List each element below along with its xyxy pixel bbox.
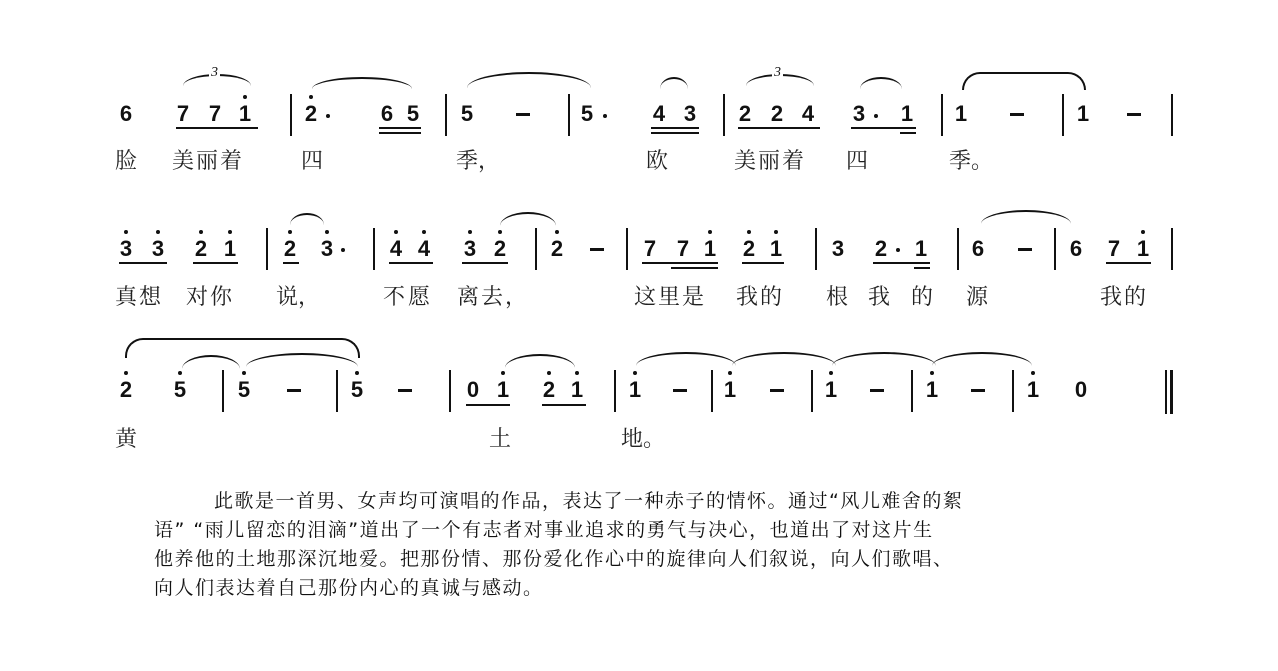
sixteenth-beam-1 bbox=[651, 127, 699, 129]
dash bbox=[971, 389, 985, 392]
note: 2 bbox=[738, 101, 752, 126]
octave-dot bbox=[178, 371, 182, 375]
note: 2 bbox=[874, 236, 888, 261]
lyric: 四 bbox=[301, 149, 324, 174]
octave-dot bbox=[228, 230, 232, 234]
octave-dot bbox=[774, 230, 778, 234]
note: 3 bbox=[831, 236, 845, 261]
octave-dot bbox=[498, 230, 502, 234]
lyric: 对你 bbox=[186, 285, 235, 310]
octave-dot bbox=[501, 371, 505, 375]
lyric: 的 bbox=[911, 285, 934, 310]
lyric: 不愿 bbox=[383, 285, 434, 310]
eighth-beam bbox=[389, 262, 433, 264]
barline bbox=[1171, 228, 1173, 270]
note: 2 bbox=[550, 236, 564, 261]
note: 1 bbox=[223, 236, 237, 261]
dash bbox=[673, 389, 687, 392]
lyric: 欧 bbox=[646, 149, 669, 174]
dash bbox=[398, 389, 412, 392]
dash bbox=[770, 389, 784, 392]
octave-dot bbox=[575, 371, 579, 375]
octave-dot bbox=[633, 371, 637, 375]
note: 6 bbox=[971, 236, 985, 261]
lyric: 我的 bbox=[1100, 285, 1149, 310]
dash bbox=[1127, 113, 1141, 116]
lyric: 黄 bbox=[115, 427, 138, 452]
dash bbox=[516, 113, 530, 116]
note: 2 bbox=[493, 236, 507, 261]
note: 1 bbox=[954, 101, 968, 126]
tie bbox=[732, 352, 836, 366]
lyric: 真想 bbox=[115, 285, 164, 310]
note: 6 bbox=[380, 101, 394, 126]
dash bbox=[1018, 248, 1032, 251]
barline bbox=[266, 228, 268, 270]
barline bbox=[811, 370, 813, 412]
note: 7 bbox=[176, 101, 190, 126]
note: 1 bbox=[723, 377, 737, 402]
eighth-beam bbox=[193, 262, 238, 264]
barline bbox=[815, 228, 817, 270]
octave-dot bbox=[156, 230, 160, 234]
note: 1 bbox=[496, 377, 510, 402]
note: 1 bbox=[238, 101, 252, 126]
note: 2 bbox=[304, 101, 318, 126]
eighth-beam bbox=[283, 262, 299, 264]
dash bbox=[287, 389, 301, 392]
tie bbox=[981, 210, 1071, 224]
eighth-beam bbox=[742, 262, 784, 264]
slur bbox=[860, 77, 902, 89]
sixteenth-beam-2 bbox=[914, 267, 930, 269]
dash bbox=[590, 248, 604, 251]
eighth-beam bbox=[1106, 262, 1151, 264]
octave-dot bbox=[199, 230, 203, 234]
eighth-beam bbox=[873, 262, 930, 264]
octave-dot bbox=[422, 230, 426, 234]
octave-dot bbox=[355, 371, 359, 375]
barline bbox=[568, 94, 570, 136]
note: 3 bbox=[151, 236, 165, 261]
lyric: 季。 bbox=[949, 149, 994, 174]
tie bbox=[832, 352, 936, 366]
note: 4 bbox=[417, 236, 431, 261]
eighth-beam bbox=[466, 404, 510, 406]
octave-dot bbox=[394, 230, 398, 234]
tie bbox=[467, 72, 591, 88]
note: 1 bbox=[703, 236, 717, 261]
note: 5 bbox=[237, 377, 251, 402]
eighth-beam bbox=[851, 127, 916, 129]
barline bbox=[723, 94, 725, 136]
octave-dot bbox=[124, 230, 128, 234]
sixteenth-beam-2 bbox=[900, 132, 916, 134]
augmentation-dot bbox=[326, 114, 330, 118]
augmentation-dot bbox=[603, 114, 607, 118]
note: 5 bbox=[173, 377, 187, 402]
eighth-beam bbox=[119, 262, 167, 264]
eighth-beam bbox=[542, 404, 586, 406]
note: 1 bbox=[925, 377, 939, 402]
barline bbox=[626, 228, 628, 270]
lyric: 美丽着 bbox=[172, 149, 245, 174]
augmentation-dot bbox=[874, 114, 878, 118]
sixteenth-beam-2 bbox=[379, 132, 421, 134]
note: 5 bbox=[460, 101, 474, 126]
octave-dot bbox=[728, 371, 732, 375]
slur bbox=[312, 77, 412, 89]
description-line-1: 此歌是一首男、女声均可演唱的作品，表达了一种赤子的情怀。通过“风儿难舍的絮 bbox=[214, 490, 964, 512]
octave-dot bbox=[555, 230, 559, 234]
lyric: 脸 bbox=[115, 149, 138, 174]
barline bbox=[941, 94, 943, 136]
barline bbox=[222, 370, 224, 412]
note: 4 bbox=[389, 236, 403, 261]
note: 7 bbox=[643, 236, 657, 261]
note: 5 bbox=[580, 101, 594, 126]
description-line-3: 他养他的土地那深沉地爱。把那份情、那份爱化作心中的旋律向人们叙说，向人们歌唱、 bbox=[154, 548, 954, 570]
octave-dot bbox=[243, 95, 247, 99]
barline bbox=[1171, 94, 1173, 136]
note: 2 bbox=[770, 101, 784, 126]
octave-dot bbox=[468, 230, 472, 234]
note: 3 bbox=[119, 236, 133, 261]
barline bbox=[957, 228, 959, 270]
octave-dot bbox=[708, 230, 712, 234]
note: 1 bbox=[1076, 101, 1090, 126]
lyric: 这里是 bbox=[634, 285, 707, 310]
octave-dot bbox=[829, 371, 833, 375]
tie bbox=[932, 352, 1032, 366]
note: 1 bbox=[914, 236, 928, 261]
barline bbox=[373, 228, 375, 270]
lyric: 我的 bbox=[736, 285, 785, 310]
barline bbox=[535, 228, 537, 270]
note: 2 bbox=[194, 236, 208, 261]
barline bbox=[614, 370, 616, 412]
eighth-beam bbox=[462, 262, 508, 264]
slur bbox=[290, 213, 324, 225]
note: 1 bbox=[900, 101, 914, 126]
note: 1 bbox=[1136, 236, 1150, 261]
barline bbox=[711, 370, 713, 412]
barline bbox=[1012, 370, 1014, 412]
barline bbox=[1054, 228, 1056, 270]
note: 1 bbox=[824, 377, 838, 402]
octave-dot bbox=[124, 371, 128, 375]
note: 1 bbox=[769, 236, 783, 261]
slur bbox=[505, 354, 575, 368]
lyric: 说， bbox=[276, 285, 321, 310]
octave-dot bbox=[1141, 230, 1145, 234]
lyric: 地。 bbox=[621, 427, 666, 452]
description-line-2: 语” “雨儿留恋的泪滴”道出了一个有志者对事业追求的勇气与决心，也道出了对这片生 bbox=[154, 519, 934, 541]
lyric: 土 bbox=[489, 427, 512, 452]
tie bbox=[500, 212, 556, 226]
barline bbox=[1062, 94, 1064, 136]
eighth-beam bbox=[642, 262, 718, 264]
barline bbox=[336, 370, 338, 412]
eighth-beam bbox=[176, 127, 258, 129]
tie bbox=[636, 352, 736, 366]
barline bbox=[290, 94, 292, 136]
lyric: 美丽着 bbox=[734, 149, 807, 174]
octave-dot bbox=[288, 230, 292, 234]
augmentation-dot bbox=[341, 248, 345, 252]
note: 3 bbox=[683, 101, 697, 126]
triplet-number: 3 bbox=[774, 65, 781, 80]
description-line-4: 向人们表达着自己那份内心的真诚与感动。 bbox=[154, 577, 544, 599]
note: 1 bbox=[570, 377, 584, 402]
note: 2 bbox=[119, 377, 133, 402]
sixteenth-beam-1 bbox=[379, 127, 421, 129]
sixteenth-beam-2 bbox=[651, 132, 699, 134]
sixteenth-beam-2 bbox=[671, 267, 718, 269]
triplet-number: 3 bbox=[211, 65, 218, 80]
note: 7 bbox=[676, 236, 690, 261]
lyric: 我 bbox=[868, 285, 891, 310]
lyric: 源 bbox=[966, 285, 989, 310]
note: 7 bbox=[208, 101, 222, 126]
slur bbox=[660, 77, 688, 89]
note: 5 bbox=[406, 101, 420, 126]
note: 3 bbox=[320, 236, 334, 261]
note: 7 bbox=[1107, 236, 1121, 261]
octave-dot bbox=[747, 230, 751, 234]
note: 0 bbox=[1074, 377, 1088, 402]
octave-dot bbox=[325, 230, 329, 234]
lyric: 离去， bbox=[457, 285, 530, 310]
note: 0 bbox=[466, 377, 480, 402]
note: 4 bbox=[652, 101, 666, 126]
dash bbox=[1010, 113, 1024, 116]
note: 4 bbox=[801, 101, 815, 126]
final-barline-thin bbox=[1165, 370, 1167, 414]
note: 2 bbox=[542, 377, 556, 402]
lyric: 根 bbox=[826, 285, 849, 310]
note: 2 bbox=[742, 236, 756, 261]
barline bbox=[449, 370, 451, 412]
final-barline-thick bbox=[1170, 370, 1173, 414]
eighth-beam bbox=[738, 127, 820, 129]
dash bbox=[870, 389, 884, 392]
lyric: 四 bbox=[846, 149, 869, 174]
note: 6 bbox=[119, 101, 133, 126]
octave-dot bbox=[930, 371, 934, 375]
note: 1 bbox=[628, 377, 642, 402]
note: 5 bbox=[350, 377, 364, 402]
lyric: 季， bbox=[456, 149, 501, 174]
augmentation-dot bbox=[896, 248, 900, 252]
note: 2 bbox=[283, 236, 297, 261]
barline bbox=[911, 370, 913, 412]
octave-dot bbox=[242, 371, 246, 375]
octave-dot bbox=[547, 371, 551, 375]
note: 1 bbox=[1026, 377, 1040, 402]
octave-dot bbox=[309, 95, 313, 99]
tie bbox=[962, 72, 1086, 90]
barline bbox=[445, 94, 447, 136]
note: 3 bbox=[852, 101, 866, 126]
note: 6 bbox=[1069, 236, 1083, 261]
note: 3 bbox=[463, 236, 477, 261]
octave-dot bbox=[1031, 371, 1035, 375]
